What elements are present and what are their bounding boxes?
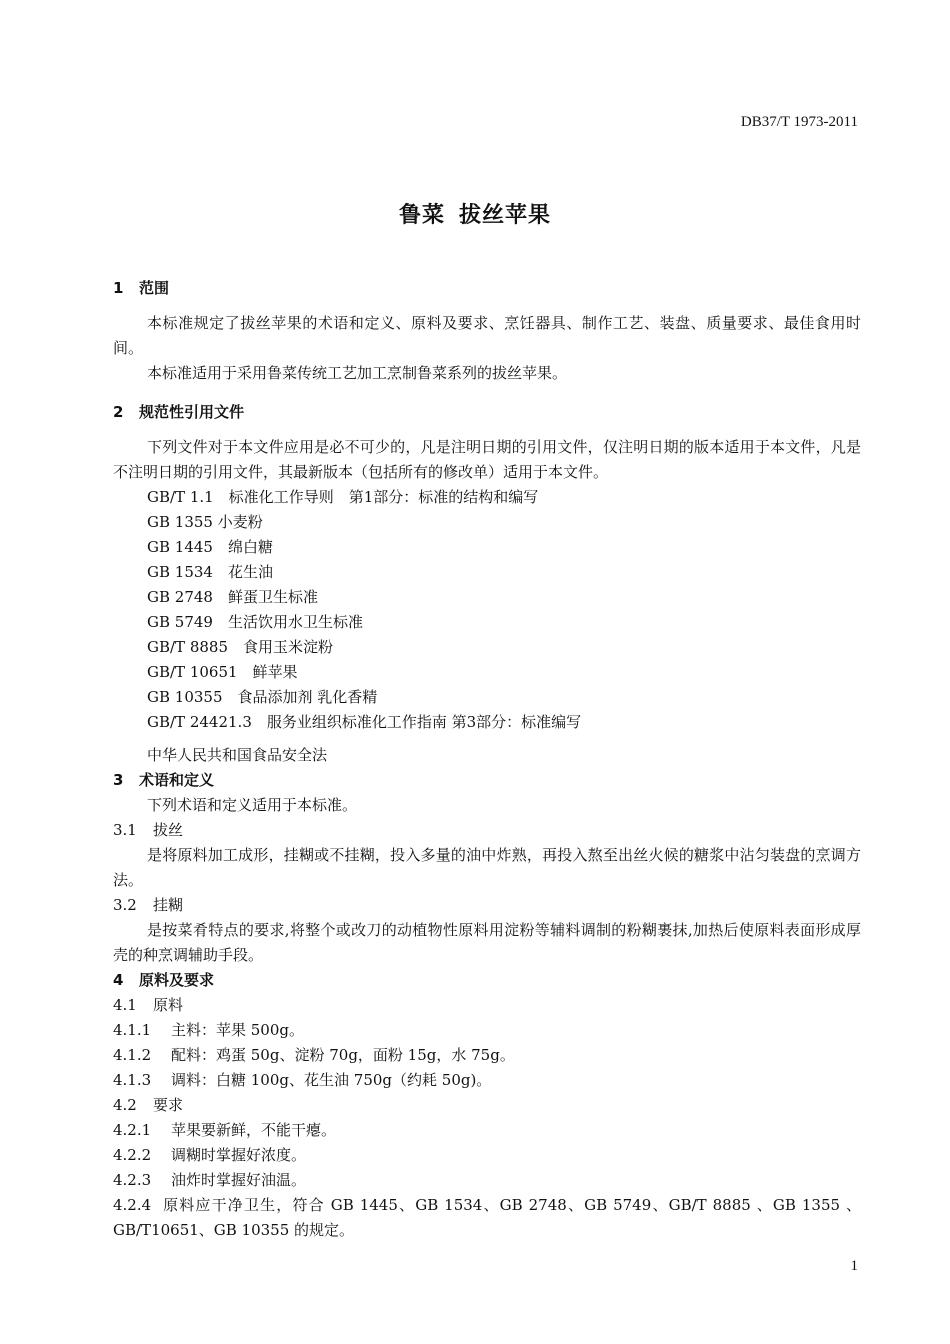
subsection-heading — [113, 1093, 861, 1118]
reference-law: 中华人民共和国食品安全法 — [147, 746, 328, 764]
paragraph: 下列术语和定义适用于本标准。 — [147, 796, 358, 814]
paragraph: 本标准适用于采用鲁菜传统工艺加工烹制鲁菜系列的拔丝苹果。 — [147, 364, 568, 382]
subsection-heading — [113, 993, 861, 1018]
item-text: 主料：苹果 500g。 — [171, 1021, 305, 1039]
list-item — [113, 1068, 861, 1093]
section-number: 1 — [113, 279, 124, 297]
section-title: 规范性引用文件 — [139, 403, 245, 421]
item-text: 原料应干净卫生，符合 GB 1445、GB 1534、GB 2748、GB 5749、GB/T 8885 、GB 1355 、GB/T10651、GB 10355 的规定。 — [113, 1196, 861, 1239]
reference-item: GB 10355 食品添加剂 乳化香精 — [147, 688, 378, 706]
term-number: 3.1 — [113, 821, 137, 839]
reference-item: GB/T 1.1 标准化工作导则 第1部分：标准的结构和编写 — [147, 488, 539, 506]
term-name: 拔丝 — [153, 821, 184, 839]
section-heading-scope — [113, 276, 861, 301]
document-code: DB37/T 1973-2011 — [740, 114, 858, 130]
subsection-title: 要求 — [153, 1096, 184, 1114]
item-text: 调糊时掌握好浓度。 — [171, 1146, 307, 1164]
section-heading-materials — [113, 968, 861, 993]
title-cuisine: 鲁菜 — [398, 203, 445, 228]
paragraph: 本标准规定了拔丝苹果的术语和定义、原料及要求、烹饪器具、制作工艺、装盘、质量要求、最佳食用时间。 — [113, 314, 861, 357]
list-item — [113, 1043, 861, 1068]
term-heading — [113, 818, 861, 843]
item-number: 4.2.2 — [113, 1146, 152, 1164]
item-number: 4.2.3 — [113, 1171, 152, 1189]
section-number: 2 — [113, 403, 124, 421]
reference-item: GB/T 10651 鲜苹果 — [147, 663, 298, 681]
page-number: 1 — [850, 1258, 858, 1274]
subsection-title: 原料 — [153, 996, 184, 1014]
list-item — [113, 1168, 861, 1193]
term-heading — [113, 893, 861, 918]
section-title: 术语和定义 — [139, 771, 215, 789]
section-title: 原料及要求 — [139, 971, 215, 989]
item-number: 4.2.1 — [113, 1121, 152, 1139]
section-number: 4 — [113, 971, 124, 989]
term-definition: 是将原料加工成形，挂糊或不挂糊，投入多量的油中炸熟，再投入熬至出丝火候的糖浆中沾匀装盘的烹调方法。 — [113, 846, 861, 889]
item-text: 油炸时掌握好油温。 — [171, 1171, 307, 1189]
section-heading-references — [113, 400, 861, 425]
item-text: 调料：白糖 100g、花生油 750g（约耗 50g)。 — [171, 1071, 492, 1089]
reference-item: GB 2748 鲜蛋卫生标准 — [147, 588, 318, 606]
page-title — [0, 198, 950, 229]
term-name: 挂糊 — [153, 896, 184, 914]
term-definition: 是按菜肴特点的要求,将整个或改刀的动植物性原料用淀粉等辅料调制的粉糊裹抹,加热后使原料表面形成厚壳的种烹调辅助手段。 — [113, 921, 861, 964]
reference-item: GB 1355 小麦粉 — [147, 513, 263, 531]
list-item — [113, 1143, 861, 1168]
reference-item: GB 5749 生活饮用水卫生标准 — [147, 613, 363, 631]
subsection-number: 4.1 — [113, 996, 137, 1014]
item-text: 苹果要新鲜，不能干瘪。 — [171, 1121, 337, 1139]
section-heading-terms — [113, 768, 861, 793]
list-item — [113, 1018, 861, 1043]
reference-item: GB/T 8885 食用玉米淀粉 — [147, 638, 334, 656]
list-item — [113, 1193, 861, 1243]
reference-item: GB 1534 花生油 — [147, 563, 273, 581]
subsection-number: 4.2 — [113, 1096, 137, 1114]
section-number: 3 — [113, 771, 124, 789]
item-number: 4.1.3 — [113, 1071, 152, 1089]
item-number: 4.2.4 — [113, 1196, 152, 1214]
section-title: 范围 — [139, 279, 170, 297]
item-number: 4.1.1 — [113, 1021, 152, 1039]
title-dish: 拔丝苹果 — [459, 203, 552, 228]
term-number: 3.2 — [113, 896, 137, 914]
paragraph: 下列文件对于本文件应用是必不可少的，凡是注明日期的引用文件，仅注明日期的版本适用于本文件，凡是不注明日期的引用文件，其最新版本（包括所有的修改单）适用于本文件。 — [113, 438, 861, 481]
item-text: 配料：鸡蛋 50g、淀粉 70g，面粉 15g，水 75g。 — [171, 1046, 515, 1064]
document-body — [113, 276, 861, 1243]
list-item — [113, 1118, 861, 1143]
reference-item: GB/T 24421.3 服务业组织标准化工作指南 第3部分：标准编写 — [147, 713, 582, 731]
item-number: 4.1.2 — [113, 1046, 152, 1064]
reference-item: GB 1445 绵白糖 — [147, 538, 273, 556]
